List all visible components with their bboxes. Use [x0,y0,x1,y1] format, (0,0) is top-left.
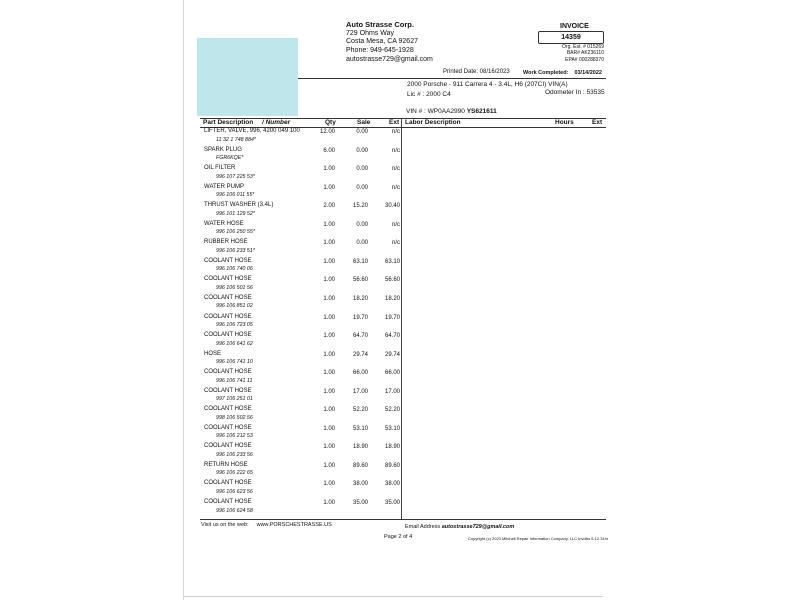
part-number: 996 106 011 55* [216,192,255,199]
part-sale: 0.00 [356,129,368,135]
part-sale: 53.10 [352,425,368,432]
part-qty: 1.00 [323,481,335,488]
table-row [0,295,400,314]
part-ext: 38.00 [384,481,400,488]
part-sale: 0.00 [356,221,368,228]
table-row [0,462,400,481]
table-row [0,184,400,203]
part-description: COOLANT HOSE [204,387,252,394]
part-qty: 1.00 [323,388,335,395]
part-ext: 89.60 [384,462,400,469]
footer-email [405,524,514,530]
table-row [0,369,400,388]
part-sale: 18.90 [352,444,368,451]
part-description: COOLANT HOSE [204,480,252,487]
part-sale: 17.00 [352,388,368,395]
company-address-line2: Costa Mesa, CA 92627 [346,38,418,46]
part-description: OIL FILTER [204,165,236,172]
part-sale: 0.00 [356,166,368,173]
part-qty: 12.00 [319,129,335,135]
table-row [0,221,400,240]
odometer-in: Odometer In : 53535 [545,89,605,96]
part-ext: 19.70 [384,314,400,321]
part-qty: 1.00 [323,314,335,321]
part-description: WATER HOSE [204,220,244,227]
email-address: autostrasse729@gmail.com [441,524,515,530]
part-ext: n/c [391,184,400,191]
part-qty: 1.00 [323,221,335,228]
table-row [0,202,400,221]
part-description: WATER PUMP [204,183,244,190]
part-number: 996 106 212 53 [216,433,253,440]
redacted-logo-area [197,38,298,116]
part-ext: 30.40 [384,203,400,210]
table-header-top-rule [200,118,606,119]
part-sale: 0.00 [356,184,368,191]
vin-number [406,108,497,115]
table-row [0,388,400,407]
header-part-description: Part Description [203,119,254,126]
part-description: COOLANT HOSE [204,313,252,320]
part-description: SPARK PLUG [204,146,242,153]
part-qty: 6.00 [323,147,335,154]
part-ext: 66.00 [384,370,400,377]
epa-number: EPA# 000288370 [565,56,604,63]
part-qty: 1.00 [323,462,335,469]
header-number: / Number [262,119,291,126]
part-ext: n/c [391,240,400,247]
part-ext: n/c [391,129,400,135]
part-ext: n/c [391,166,400,173]
part-number: FGR6KQE* [216,155,244,162]
part-number: 996 106 623 56 [216,488,253,495]
part-description: RUBBER HOSE [204,239,248,246]
part-number: 996 106 723 05 [216,322,253,328]
part-number: 996 106 641 62 [216,340,253,347]
part-number: 997 106 251 01 [216,396,253,403]
part-ext: 56.60 [384,277,400,284]
part-number: 996 106 741 10 [216,359,253,366]
copyright: Copyright (c) 2023 Mitchell Repair Information Company, LLC Invdtrs 5.12.31hr [468,536,609,541]
table-row [0,480,400,499]
work-completed-date: 03/14/2022 [574,70,602,76]
part-ext: n/c [391,147,400,154]
table-row [0,128,400,147]
website-url: www.PORSCHESTRASSE.US [256,522,332,528]
header-divider [298,78,606,79]
part-number: 996 106 624 58 [216,507,253,514]
header-ext: Ext [389,119,400,126]
part-qty: 1.00 [323,370,335,377]
invoice-meta [556,44,604,63]
table-row [0,276,400,295]
part-number: 996 106 851 02 [216,303,253,310]
page-number: Page 2 of 4 [384,534,413,540]
license-number: Lic # : 2000 C4 [407,90,451,98]
website-line [201,522,332,528]
part-ext: 53.10 [384,425,400,432]
part-ext: n/c [391,221,400,228]
part-qty: 1.00 [323,240,335,247]
part-ext: 18.90 [384,444,400,451]
part-sale: 66.00 [352,370,368,377]
table-row [0,406,400,425]
part-sale: 15.20 [352,203,368,210]
header-qty: Qty [325,119,336,126]
part-ext: 52.20 [384,407,400,414]
company-block [346,21,433,65]
part-sale: 0.00 [356,240,368,247]
part-sale: 0.00 [356,147,368,154]
table-row [0,499,400,518]
part-ext: 17.00 [384,388,400,395]
page-bottom-edge [183,596,603,597]
company-email: autostrasse729@gmail.com [346,55,433,63]
part-qty: 1.00 [323,277,335,284]
part-sale: 19.70 [352,314,368,321]
part-qty: 2.00 [323,203,335,210]
part-ext: 63.10 [384,258,400,265]
part-qty: 1.00 [323,166,335,173]
vin-suffix: YS621611 [466,108,497,115]
invoice-label: INVOICE [560,23,589,30]
company-phone: Phone: 949-645-1928 [346,47,414,55]
part-qty: 1.00 [323,444,335,451]
part-description: COOLANT HOSE [204,294,252,301]
part-sale: 63.10 [352,258,368,265]
email-label: Email Address [405,524,441,530]
part-number: 996 106 233 56 [216,451,253,458]
part-ext: 29.74 [384,351,400,358]
org-est-number: Org. Est. # 015269 [562,44,604,50]
company-address-line1: 729 Ohms Way [346,29,394,37]
part-sale: 89.60 [352,462,368,469]
work-completed-label: Work Completed: [523,70,569,76]
part-sale: 35.00 [352,500,368,506]
printed-date: Printed Date: 08/16/2023 [443,69,510,75]
part-number: 996 101 129 52* [216,210,255,217]
part-description: COOLANT HOSE [204,276,252,283]
part-number: 996 106 501 56 [216,284,253,291]
part-sale: 29.74 [352,351,368,358]
invoice-number: 14359 [538,31,604,44]
table-row [0,332,400,351]
part-qty: 1.00 [323,184,335,191]
part-ext: 64.70 [384,333,400,340]
table-row [0,239,400,258]
part-description: LIFTER, VALVE, 996, 4200 049 100 [204,128,300,134]
part-sale: 52.20 [352,407,368,414]
table-row [0,258,400,277]
part-number: 996 107 225 53* [216,173,255,180]
part-qty: 1.00 [323,425,335,432]
part-qty: 1.00 [323,333,335,340]
part-qty: 1.00 [323,351,335,358]
part-description: RETURN HOSE [204,461,248,468]
table-bottom-rule [200,519,606,520]
part-sale: 56.60 [352,277,368,284]
work-completed [523,70,608,76]
part-number: 996 106 740 06 [216,266,253,273]
part-sale: 64.70 [352,333,368,340]
part-description: THRUST WASHER (3.4L) [204,202,274,209]
part-number: 11 32 1 748 884* [216,136,256,143]
part-sale: 18.20 [352,295,368,302]
table-row [0,314,400,333]
part-number: 996 106 222 65 [216,470,253,477]
part-number: 996 106 741 11 [216,377,253,384]
table-row [0,165,400,184]
part-description: HOSE [204,350,222,357]
header-hours: Hours [555,119,574,126]
part-ext: 18.20 [384,295,400,302]
part-qty: 1.00 [323,500,335,506]
header-labor-ext: Ext [592,119,603,126]
vehicle-info [407,80,568,99]
header-sale: Sale [357,119,371,126]
table-row [0,443,400,462]
part-sale: 38.00 [352,481,368,488]
part-number: 998 106 502 56 [216,414,253,421]
part-description: COOLANT HOSE [204,499,252,505]
part-number: 996 106 233 51* [216,247,255,254]
part-description: COOLANT HOSE [204,257,252,264]
part-ext: 35.00 [384,500,400,506]
table-row [0,425,400,444]
part-number: 996 106 250 55* [216,229,255,236]
bar-number: BAR# AK236110 [566,50,604,57]
part-qty: 1.00 [323,295,335,302]
part-description: COOLANT HOSE [204,443,252,450]
part-description: COOLANT HOSE [204,424,252,431]
part-qty: 1.00 [323,258,335,265]
vehicle-description: 2000 Porsche - 911 Carrera 4 - 3.4L, H6 (207CI) VIN(A) [407,81,568,88]
part-description: COOLANT HOSE [204,369,252,376]
table-row [0,147,400,166]
part-description: COOLANT HOSE [204,332,252,339]
part-description: COOLANT HOSE [204,406,252,413]
table-row [0,351,400,370]
visit-label: Visit us on the web: [201,522,249,528]
part-qty: 1.00 [323,407,335,414]
parts-labor-divider [401,119,402,519]
company-name: Auto Strasse Corp. [346,20,414,29]
vin-label: VIN # : WP0AA2990 [406,108,465,115]
header-labor-description: Labor Description [405,119,461,126]
